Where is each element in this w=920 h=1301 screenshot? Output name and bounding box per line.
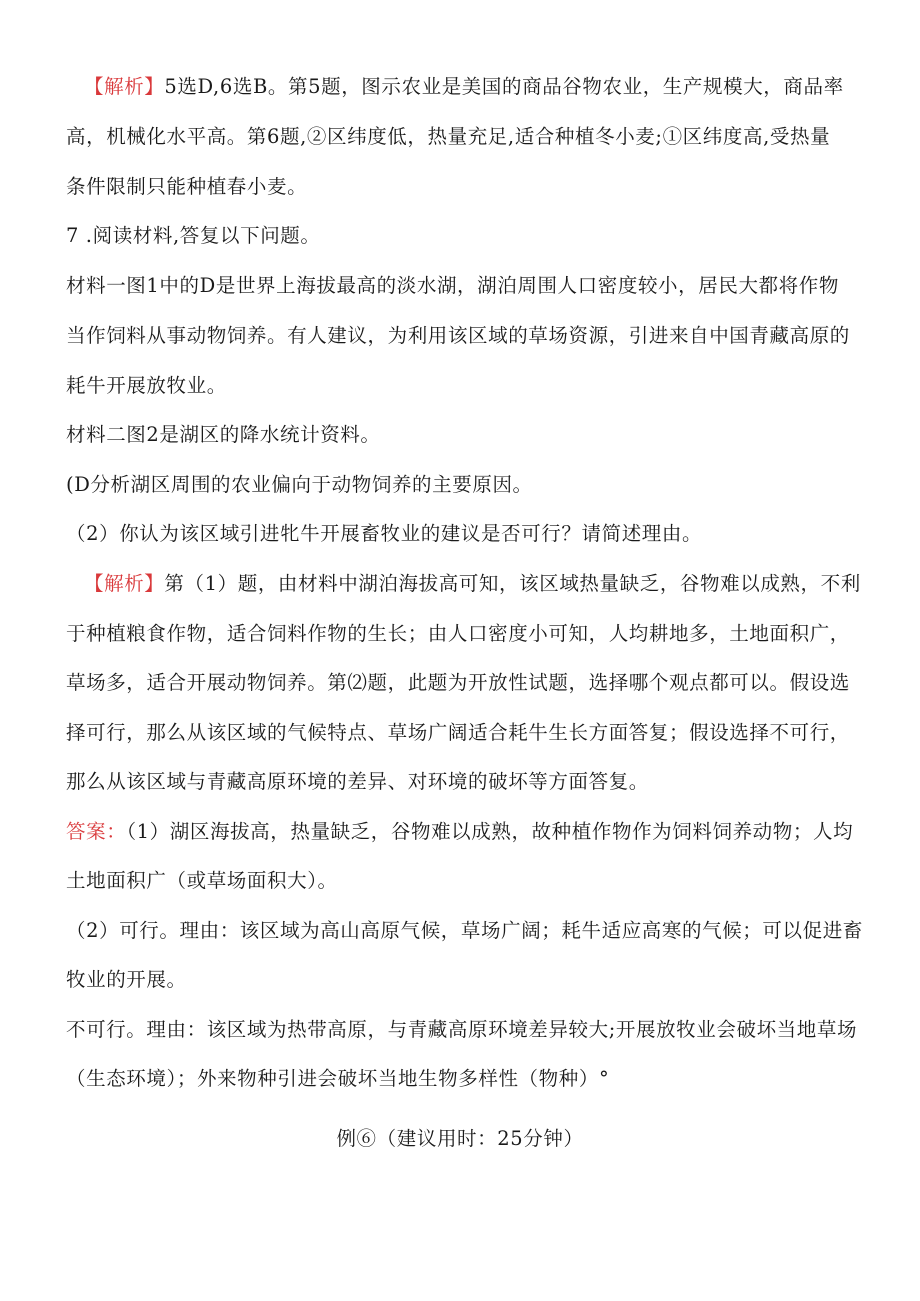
analysis-5-6-line-3: 条件限制只能种植春小麦。 <box>66 175 308 198</box>
question-7-title: 7 .阅读材料,答复以下问题。 <box>66 224 321 247</box>
analysis-7-line-4: 择可行，那么从该区域的气候特点、草场广阔适合耗牛生长方面答复；假设选择不可行， <box>66 721 850 744</box>
question-7-part-1: (D分析湖区周围的农业偏向于动物饲养的主要原因。 <box>66 473 533 496</box>
answer-label: 答案： <box>66 820 127 843</box>
analysis-7-line-3: 草场多，适合开展动物饲养。第⑵题，此题为开放性试题，选择哪个观点都可以。假设选 <box>66 671 850 694</box>
question-7-part-2: （2）你认为该区域引进牝牛开展畜牧业的建议是否可行？请简述理由。 <box>66 522 703 545</box>
material-1-line-1: 材料一图1中的D是世界上海拔最高的淡水湖，湖泊周围人口密度较小，居民大都将作物 <box>66 274 839 297</box>
answer-text: （1）湖区海拔高，热量缺乏，谷物难以成熟，故种植作物作为饲料饲养动物；人均 <box>126 820 854 843</box>
analysis-7-line-1 <box>84 570 884 598</box>
analysis-text: 第（1）题，由材料中湖泊海拔高可知，该区域热量缺乏，谷物难以成熟，不利 <box>164 572 861 595</box>
analysis-5-6-line-2: 高，机械化水平高。第6题,②区纬度低，热量充足,适合种植冬小麦;①区纬度高,受热量 <box>66 125 831 148</box>
analysis-7-line-2: 于种植粮食作物，适合饲料作物的生长；由人口密度小可知，人均耕地多，土地面积广， <box>66 622 850 645</box>
analysis-7-line-5: 那么从该区域与青藏高原环境的差异、对环境的破坏等方面答复。 <box>66 770 649 793</box>
analysis-5-6-line-1 <box>84 73 884 101</box>
answer-line-1 <box>66 818 866 846</box>
answer-line-4: 牧业的开展。 <box>66 968 187 991</box>
example-heading: 例⑥（建议用时：25分钟） <box>336 1127 584 1150</box>
analysis-label: 【解析】 <box>84 572 165 595</box>
material-2: 材料二图2是湖区的降水统计资料。 <box>66 423 381 446</box>
answer-line-6: （生态环境）；外来物种引进会破坏当地生物多样性（物种）° <box>66 1067 610 1090</box>
analysis-text: 5选D,6选B。第5题，图示农业是美国的商品谷物农业，生产规模大，商品率 <box>164 75 844 98</box>
answer-line-5: 不可行。理由：该区域为热带高原，与青藏高原环境差异较大;开展放牧业会破坏当地草场 <box>66 1018 858 1041</box>
analysis-label: 【解析】 <box>84 75 165 98</box>
answer-line-3: （2）可行。理由：该区域为高山高原气候，草场广阔；耗牛适应高寒的气候；可以促进畜 <box>66 919 863 942</box>
answer-line-2: 土地面积广（或草场面积大）。 <box>66 869 338 892</box>
material-1-line-2: 当作饲料从事动物饲养。有人建议，为利用该区域的草场资源，引进来自中国青藏高原的 <box>66 324 850 347</box>
material-1-line-3: 耗牛开展放牧业。 <box>66 374 227 397</box>
